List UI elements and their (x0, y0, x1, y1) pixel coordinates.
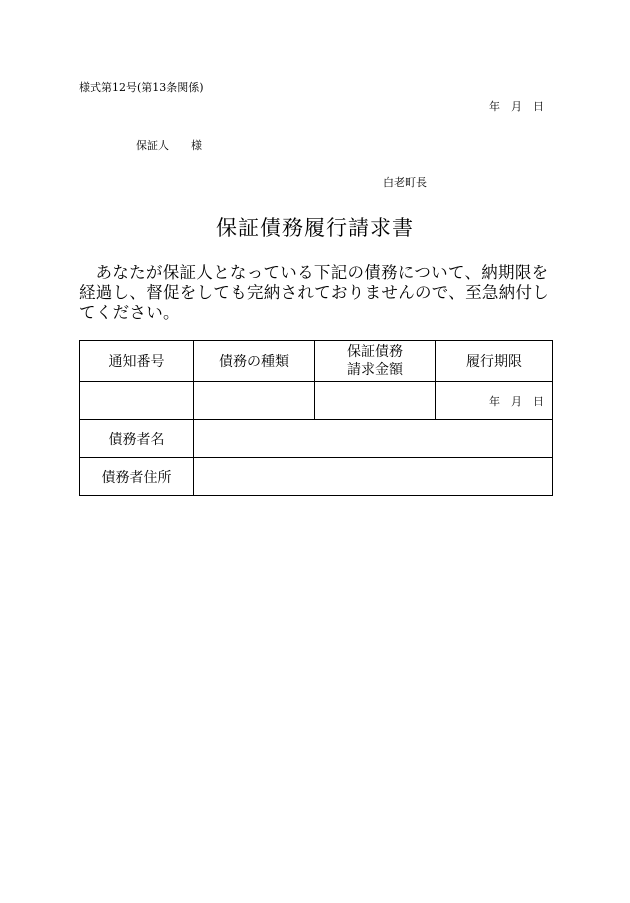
debt-info-table (79, 340, 553, 496)
notice-number-cell (80, 382, 194, 420)
debtor-name-label: 債務者名 (80, 420, 194, 458)
debtor-address-cell (194, 458, 553, 496)
claim-amount-header (315, 341, 436, 382)
debtor-address-label: 債務者住所 (80, 458, 194, 496)
debt-type-cell (194, 382, 315, 420)
notice-number-header: 通知番号 (80, 341, 194, 382)
document-title: 保証債務履行請求書 (216, 216, 414, 240)
issuer: 白老町長 (383, 176, 427, 189)
claim-amount-header-line2: 請求金額 (347, 362, 403, 378)
deadline-header: 履行期限 (436, 341, 553, 382)
table-row (80, 382, 553, 420)
deadline-cell: 年 月 日 (436, 382, 553, 420)
issue-date: 年 月 日 (489, 100, 544, 113)
debtor-address-row (80, 458, 553, 496)
table-header-row (80, 341, 553, 382)
claim-amount-header-line1: 保証債務 (347, 344, 403, 360)
debtor-name-cell (194, 420, 553, 458)
debtor-name-row (80, 420, 553, 458)
debt-type-header: 債務の種類 (194, 341, 315, 382)
form-number: 様式第12号(第13条関係) (79, 81, 204, 94)
body-paragraph: あなたが保証人となっている下記の債務について、納期限を経過し、督促をしても完納されておりませんので、至急納付してください。 (79, 263, 550, 322)
claim-amount-cell (315, 382, 436, 420)
addressee: 保証人 様 (136, 139, 202, 152)
